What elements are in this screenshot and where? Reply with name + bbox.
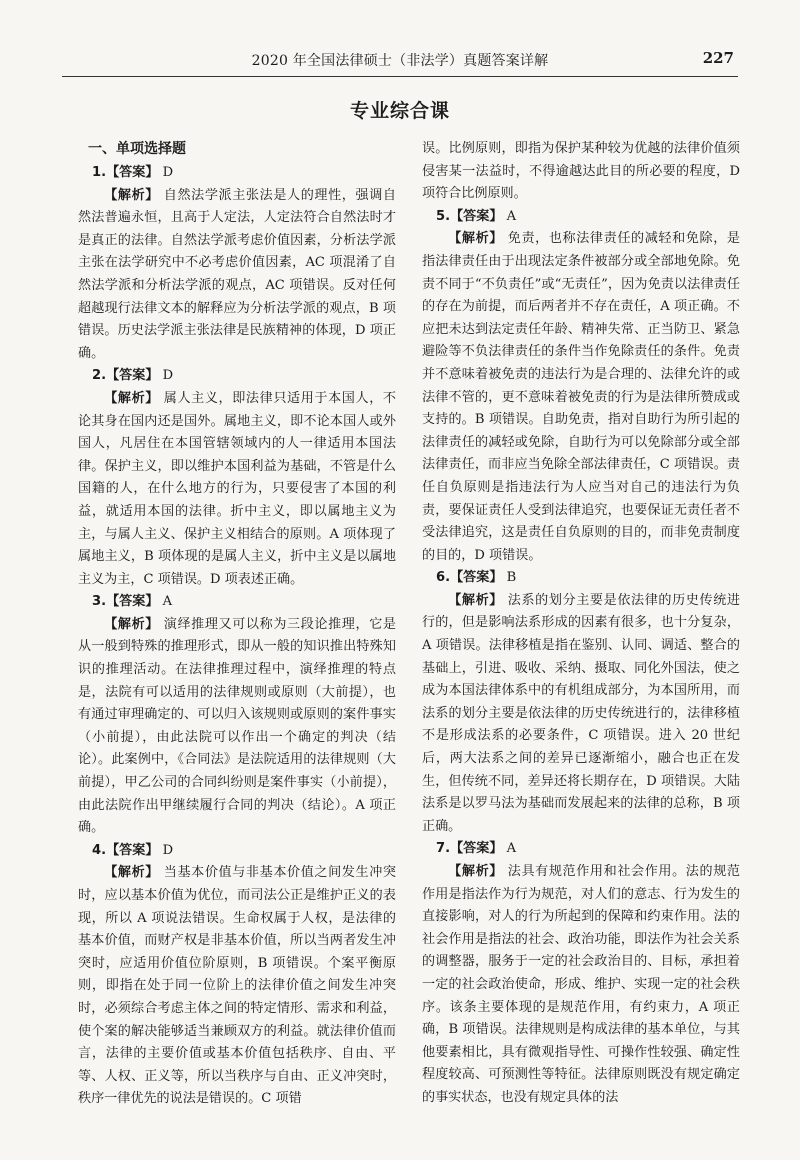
answer-line-q7 <box>422 838 740 861</box>
answer-line-q4 <box>78 840 396 863</box>
analysis-tag: 【解析】 <box>104 616 159 632</box>
analysis-q2 <box>78 388 396 591</box>
analysis-q4-continued: 误。比例原则，即指为保护某种较为优越的法律价值须侵害某一法益时，不得逾越达此目的所必要的程度，D 项符合比例原则。 <box>422 141 740 202</box>
header-title: 2020 年全国法律硕士（非法学）真题答案详解 <box>251 53 549 69</box>
analysis-tag: 【解析】 <box>448 592 503 608</box>
right-column <box>422 138 740 1110</box>
analysis-q7 <box>422 861 740 1110</box>
analysis-tag: 【解析】 <box>448 864 503 879</box>
analysis-q3 <box>78 614 396 840</box>
answer-line-q1 <box>78 162 396 185</box>
analysis-tag: 【解析】 <box>448 231 503 247</box>
answer-line-q2 <box>78 365 396 388</box>
analysis-q4 <box>78 862 396 1111</box>
analysis-text: 免责，也称法律责任的减轻和免除，是指法律责任由于出现法定条件被部分或全部地免除。免责不同于“不负责任”或“无责任”，因为免责以法律责任的存在为前提，而后两者并不存在责任，A 项正确。不应把未达到法定责任年龄、精神失常、正当防卫、紧急避险等不负法律责任的条件当作免除责任的条件。免责并不意味着被免责的违法行为是合理的、法律允许的或法律不管的，更不意味着被免责的行为是法律所赞成或支持的。B 项错误。自助免责，指对自助行为所引起的法律责任的减轻或免除，自助行为可以免除部分或全部法律责任，而非应当免除全部法律责任，C 项错误。责任自负原则是指违法行为人应当对自己的违法行为负责，要保证责任人受到法律追究，也要保证无责任者不受法律追究，这是责任自负原则的目的，而非免责制度的目的，D 项错误。 <box>422 231 740 563</box>
answer-line-q3 <box>78 591 396 614</box>
answer-value: A <box>162 594 173 610</box>
answer-label: 4.【答案】 <box>92 842 159 858</box>
analysis-text: 法系的划分主要是依法律的历史传统进行的，但是影响法系形成的因素有很多，也十分复杂，A 项错误。法律移植是指在鉴别、认同、调适、整合的基础上，引进、吸收、采纳、摄取、同化外国法，使之成为本国法律体系中的有机组成部分，为本国所用，而法系的划分主要是依法律的历史传统进行的，法律移植不是形成法系的必要条件，C 项错误。进入 20 世纪后，两大法系之间的差异已逐渐缩小，融合也正在发生，但传统不同，差异还将长期存在，D 项错误。大陆法系是以罗马法为基础而发展起来的法律的总称，B 项正确。 <box>422 592 740 834</box>
analysis-tag: 【解析】 <box>104 187 159 203</box>
analysis-q6 <box>422 590 740 839</box>
analysis-tag: 【解析】 <box>104 865 159 881</box>
page-number: 227 <box>702 49 734 67</box>
answer-label: 3.【答案】 <box>92 594 159 610</box>
sub-heading: 一、单项选择题 <box>88 141 186 157</box>
answer-line-q6 <box>422 567 740 590</box>
analysis-tag: 【解析】 <box>104 390 159 406</box>
analysis-q1 <box>78 185 396 366</box>
answer-label: 2.【答案】 <box>92 368 159 384</box>
analysis-text: 自然法学派主张法是人的理性，强调自然法普遍永恒，且高于人定法，人定法符合自然法时才是真正的法律。自然法学派考虑价值因素，分析法学派主张在法学研究中不必考虑价值因素，AC 项混淆了自然法学派和分析法学派的观点，AC 项错误。反对任何超越现行法律文本的解释应为分析法学派的观点，B 项错误。历史法学派主张法律是民族精神的体现，D 项正确。 <box>78 187 396 361</box>
section-title: 专业综合课 <box>349 100 450 122</box>
answer-label: 1.【答案】 <box>92 165 159 180</box>
analysis-q5 <box>422 228 740 567</box>
answer-value: B <box>506 570 517 586</box>
answer-value: D <box>162 368 174 384</box>
answer-value: A <box>506 841 517 857</box>
answer-label: 6.【答案】 <box>436 570 503 586</box>
analysis-text: 属人主义，即法律只适用于本国人，不论其身在国内还是国外。属地主义，即不论本国人或外国人，凡居住在本国管辖领域内的人一律适用本国法律。保护主义，即以维护本国利益为基础，不管是什么国籍的人，在什么地方的行为，只要侵害了本国的利益，就适用本国的法律。折中主义，即以属地主义为主，与属人主义、保护主义相结合的原则。A 项体现了属地主义，B 项体现的是属人主义，折中主义是以属地主义为主，C 项错误。D 项表述正确。 <box>78 390 396 587</box>
answer-value: D <box>162 842 174 858</box>
answer-value: D <box>162 165 174 180</box>
answer-line-q5 <box>422 206 740 229</box>
running-header <box>62 46 738 77</box>
answer-value: A <box>506 208 517 224</box>
analysis-text: 演绎推理又可以称为三段论推理，它是从一般到特殊的推理形式，即从一般的知识推出特殊知识的推理活动。在法律推理过程中，演绎推理的特点是，法院有可以适用的法律规则或原则（大前提），也有通过审理确定的、可以归入该规则或原则的案件事实（小前提），由此法院可以作出一个确定的判决（结论）。此案例中，《合同法》是法院适用的法律规则（大前提），甲乙公司的合同纠纷则是案件事实（小前提），由此法院作出甲继续履行合同的判决（结论）。A 项正确。 <box>78 616 396 836</box>
analysis-text: 当基本价值与非基本价值之间发生冲突时，应以基本价值为优位，而司法公正是维护正义的表现，所以 A 项说法错误。生命权属于人权，是法律的基本价值，而财产权是非基本价值，所以当两者发生冲突时，应适用价值位阶原则，B 项错误。个案平衡原则，即指在处于同一位阶上的法律价值之间发生冲突时，必须综合考虑主体之间的特定情形、需求和利益，使个案的解决能够适当兼顾双方的利益。就法律价值而言，法律的主要价值或基本价值包括秩序、自由、平等、人权、正义等，所以当秩序与自由、正义冲突时，秩序一律优先的说法是错误的。C 项错 <box>78 865 396 1107</box>
analysis-text: 法具有规范作用和社会作用。法的规范作用是指法作为行为规范，对人们的意志、行为发生的直接影响，对人的行为所起到的保障和约束作用。法的社会作用是指法的社会、政治功能，即法作为社会关系的调整器，服务于一定的社会政治目的、目标，承担着一定的社会政治使命，形成、维护、实现一定的社会秩序。该条主要体现的是规范作用，有约束力，A 项正确，B 项错误。法律规则是构成法律的基本单位，与其他要素相比，具有微观指导性、可操作性较强、确定性程度较高、可预测性等特征。法律原则既没有规定确定的事实状态，也没有规定具体的法 <box>422 864 740 1105</box>
left-column <box>78 138 396 1111</box>
answer-label: 7.【答案】 <box>436 841 503 857</box>
answer-label: 5.【答案】 <box>436 208 503 224</box>
